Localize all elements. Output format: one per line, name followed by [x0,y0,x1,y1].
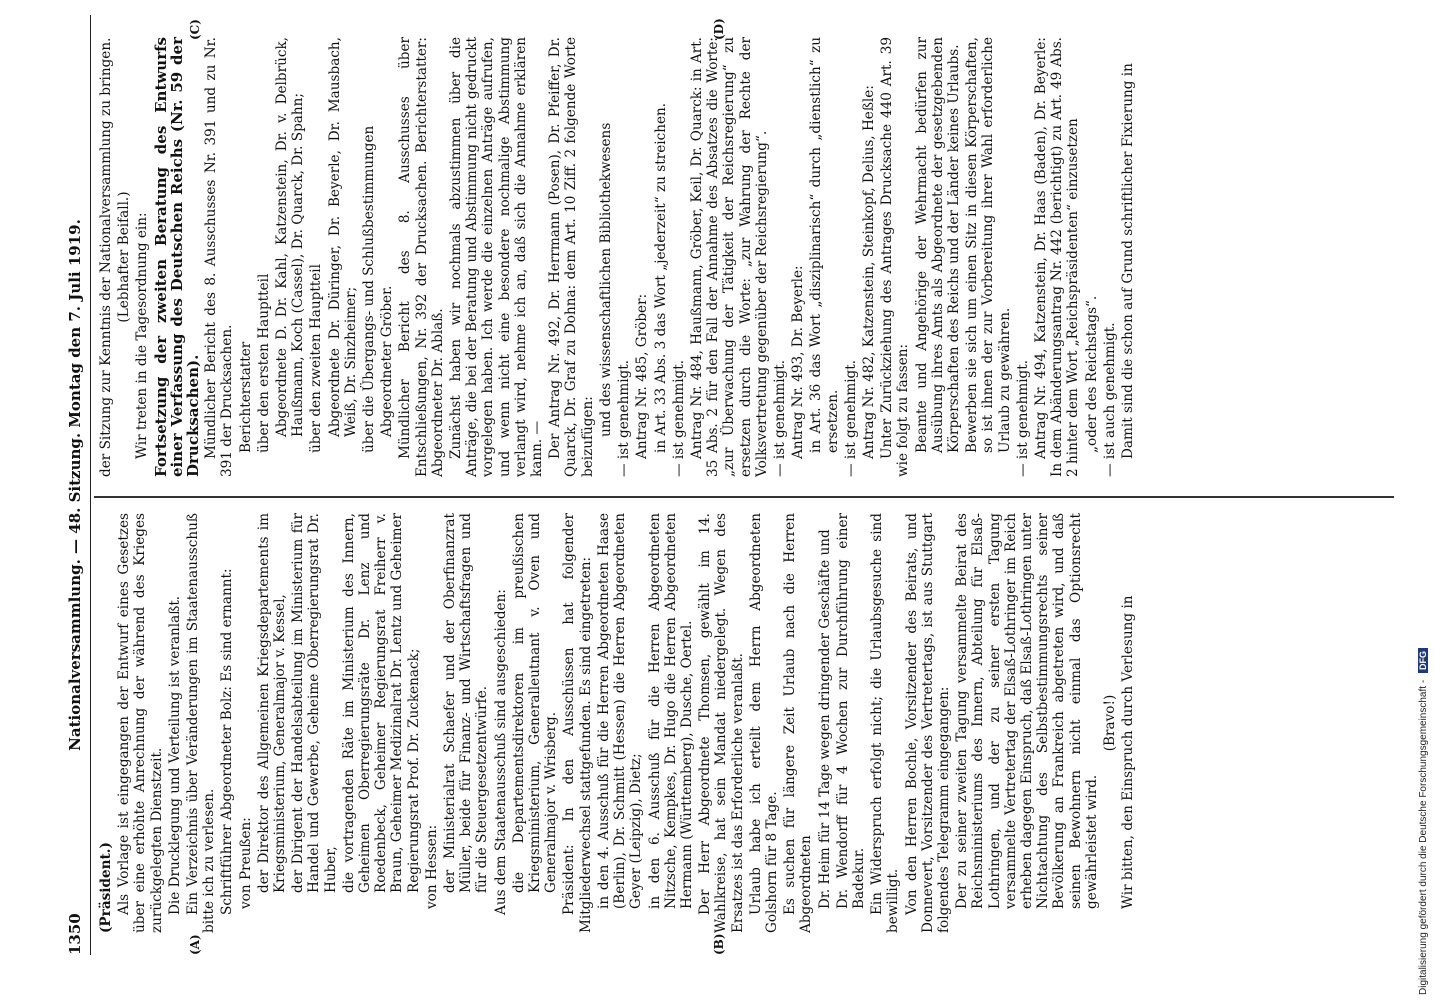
credit-text: Digitalisierung gefördert durch die Deutsche Forschungsgemeinschaft - [1418,679,1429,995]
paragraph: Es suchen für längere Zeit Urlaub nach die Herren Abgeordneten [782,513,815,933]
paragraph: Aus dem Staatenausschuß sind ausgeschieden: [492,589,509,915]
agenda-heading: Fortsetzung der zweiten Beratung des Entwurfs einer Verfassung des Deutschen Reichs (Nr. 59 der Drucksachen). [151,37,203,477]
state-heading: von Preußen: [237,817,254,909]
paragraph: Der Antrag Nr. 492, Dr. Herrmann (Posen), Dr. Pfeiffer, Dr. Quarck, Dr. Graf zu Dohna: dem Art. 10 Ziff. 2 folgende Worte beizufügen: [547,37,596,477]
paragraph: Damit sind die schon auf Grund schriftlicher Fixierung in [1119,63,1136,459]
interjection: (Bravo!) [1101,694,1118,752]
list-item: der Direktor des Allgemeinen Kriegsdepartements im Kriegsministerium, Generalmajor v. Kessel, [255,513,289,893]
paragraph: Unter Zurückziehung des Antrages Drucksache 440 Art. 39 wie folgt zu fassen: [879,37,912,477]
paragraph: Ein Verzeichnis über Veränderungen im Staatenausschuß bitte ich zu verlesen. [185,513,218,933]
paragraph: Zunächst haben wir nochmals abzustimmen über die Anträge, die bei der Beratung und Abstimmung nicht gedruckt vorgelegen haben. Ich werde die einzelnen Anträge aufrufen, und wenn nicht eine besondere nochmalige Abstimmung verlangt wird, nehme ich an, daß sich die Annahme erklären kann. — [448,37,546,477]
dfg-logo: DFG [1418,648,1428,673]
margin-mark-a: (A) [188,934,202,955]
paragraph: Schriftführer Abgeordneter Bolz: Es sind ernannt: [219,568,236,915]
paragraph: Urlaub habe ich erteilt dem Herrn Abgeordneten Golshorn für 8 Tage. [747,513,780,933]
paragraph: — ist genehmigt. [670,359,687,477]
list-item: über den zweiten Hauptteil [308,264,325,453]
digitization-credit [1418,5,1434,995]
paragraph: Mündlicher Bericht des 8. Ausschusses über Entschließungen, Nr. 392 der Drucksachen. Berichterstatter: Abgeordneter Dr. Ablaß. [397,37,446,477]
paragraph: — ist genehmigt. [842,359,859,477]
list-item: Abgeordnete D. Dr. Kahl, Katzenstein, Dr. v. Delbrück, Haußmann, Koch (Cassel), Dr. Quarck, Dr. Spahn; [274,37,307,437]
paragraph: Antrag Nr. 493, Dr. Beyerle: [790,265,807,459]
running-title: Nationalversammlung. — 48. Sitzung. Montag den 7. Juli 1919. [66,219,84,751]
column-divider [94,497,1394,499]
page-number: 1350 [66,913,84,955]
list-item: die vortragenden Räte im Ministerium des Innern, Geheimen Oberregierungsräte Dr. Lenz und Roedenbeck, Geheimer Regierungsrat Freiherr v. Braun, Geheimer Medizinalrat Dr. Lentz und Geheimer Regierungsrat Prof. Dr. Zuckenack; [340,512,422,893]
right-column [98,37,1138,477]
paragraph: der Sitzung zur Kenntnis der Nationalversammlung zu bringen. [98,37,114,477]
paragraph: Von den Herren Bochle, Vorsitzender des Beirats, und Donnevert, Vorsitzender des Vertretertags, ist aus Stuttgart folgendes Telegramm eingegangen: [903,513,952,933]
paragraph: Der Herr Abgeordnete Thomsen, gewählt im 14. Wahlkreise, hat sein Mandat niedergelegt. Wegen des Ersatzes ist das Erforderliche veranlaßt. [697,513,746,933]
list-item: in den 6. Ausschuß für die Herren Abgeordneten Nitzsche, Kempkes, Dr. Hugo die Herren Abgeordneten Hermann (Württemberg), Dusche, Oertel. [646,513,695,909]
list-item: die Departementsdirektoren im preußischen Kriegsministerium, Generalleutnant v. Oven und Generalmajor v. Wrisberg. [510,513,560,893]
telegram-text: Der zu seiner zweiten Tagung versammelte Beirat des Reichsministeriums des Innern, Abteilung für Elsaß-Lothringen, und der zu seiner ersten Tagung versammelte Vertretertag der Elsaß-Lothringer im Reich erheben dagegen Einspruch, daß Elsaß-Lothringen unter Nichtachtung des Selbstbestimmungsrechts seiner Bevölkerung an Frankreich abgetreten wird, und daß seinen Bewohnern nicht einmal das Optionsrecht gewährleistet wird. [954,513,1100,909]
paragraph: Antrag Nr. 485, Gröber: [634,293,651,459]
paragraph: Als Vorlage ist eingegangen der Entwurf eines Gesetzes über eine erhöhte Anrechnung der während des Krieges zurückgelegten Dienstzeit. [116,513,165,933]
list-item: der Dirigent der Handelsabteilung im Ministerium für Handel und Gewerbe, Geheime Oberregierungsrat Dr. Huber, [290,513,339,893]
paragraph: — ist genehmigt. [616,359,633,477]
paragraph: Wir treten in die Tagesordnung ein: [134,212,151,459]
list-item: über den ersten Hauptteil [255,273,272,453]
paragraph: — ist auch genehmigt. [1101,322,1118,477]
list-item: in Art. 33 Abs. 3 das Wort „jederzeit“ zu streichen. [652,102,669,453]
paragraph: Antrag Nr. 494, Katzenstein, Dr. Haas (Baden), Dr. Beyerle: In dem Abänderungsantrag Nr. 442 (berichtigt) zu Art. 49 Abs. 2 hinter dem Wort „Reichspräsidenten“ einzusetzen [1032,37,1082,477]
paragraph: Die Drucklegung und Verteilung ist veranlaßt. [166,595,183,915]
margin-mark-d: (D) [712,18,726,40]
interjection: (Lebhafter Beifall.) [116,191,133,323]
list-item: in Art. 36 das Wort „disziplinarisch“ durch „dienstlich“ zu ersetzen. [808,37,841,453]
list-item: über die Übergangs- und Schlußbestimmungen [361,125,378,453]
paragraph: Antrag Nr. 484, Haußmann, Gröber, Keil, Dr. Quarck: in Art. 35 Abs. 2 für den Fall der Annahme des Absatzes die Worte: „zur Überwachung der Tätigkeit der Reichsregierung“ zu ersetzen durch die Worte: „zur Wahrung der Rechte der Volksvertretung gegenüber der Reichsregierung“. [688,37,770,477]
list-item: der Ministerialrat Schaefer und der Oberfinanzrat Müller, beide für Finanz- und Wirtschaftsfragen und für die Steuergesetzentwürfe. [442,513,491,893]
list-item: in den 4. Ausschuß für die Herren Abgeordneten Haase (Berlin), Dr. Schmitt (Hessen) die Herren Abgeordneten Geyer (Leipzig), Dietz; [595,513,645,909]
paragraph: Antrag Nr. 482, Katzenstein, Steinkopf, Delius, Heßle: [860,85,877,459]
paragraph: Mündlicher Bericht des 8. Ausschusses Nr. 391 und zu Nr. 391 der Drucksachen. [203,37,236,477]
paragraph: — ist genehmigt. [771,359,788,477]
paragraph: Ein Widerspruch erfolgt nicht; die Urlaubsgesuche sind bewilligt. [869,513,902,933]
list-item: Abgeordneter Gröber. [379,285,396,437]
speaker-label: (Präsident.) [98,842,114,933]
margin-mark-c: (C) [188,19,202,40]
list-item: „oder des Reichstags“. [1083,295,1100,453]
list-item: Bewerben sie sich um einen Sitz in diesen Körperschaften, so ist ihnen der zur Vorbereitung ihrer Wahl erforderliche Urlaub zu gewähren. [964,37,1013,453]
telegram-text: Wir bitten, den Einspruch durch Verlesung in [1120,595,1137,909]
list-item: Dr. Wendorff für 4 Wochen zur Durchführung einer Badekur. [834,513,867,909]
paragraph: Präsident: In den Ausschüssen hat folgender Mitgliederwechsel stattgefunden. Es sind eingetreten: [561,513,594,933]
list-item: Beamte und Angehörige der Wehrmacht bedürfen zur Ausübung ihres Amts als Abgeordnete der gesetzgebenden Körperschaften des Reichs und der Länder keines Urlaubs. [913,37,962,453]
state-heading: von Hessen: [423,824,440,909]
list-item: Berichterstatter [237,341,254,453]
margin-mark-b: (B) [712,933,726,955]
list-item: Dr. Heim für 14 Tage wegen dringender Geschäfte und [816,529,833,909]
left-column [98,513,1138,933]
rotated-page-body [60,15,1410,955]
list-item: und des wissenschaftlichen Bibliothekwesens [597,122,614,437]
page-header [60,15,91,955]
paragraph: — ist genehmigt. [1014,359,1031,477]
list-item: Abgeordnete Dr. Düringer, Dr. Beyerle, Dr. Mausbach, Weiß, Dr. Sinzheimer; [326,37,359,437]
